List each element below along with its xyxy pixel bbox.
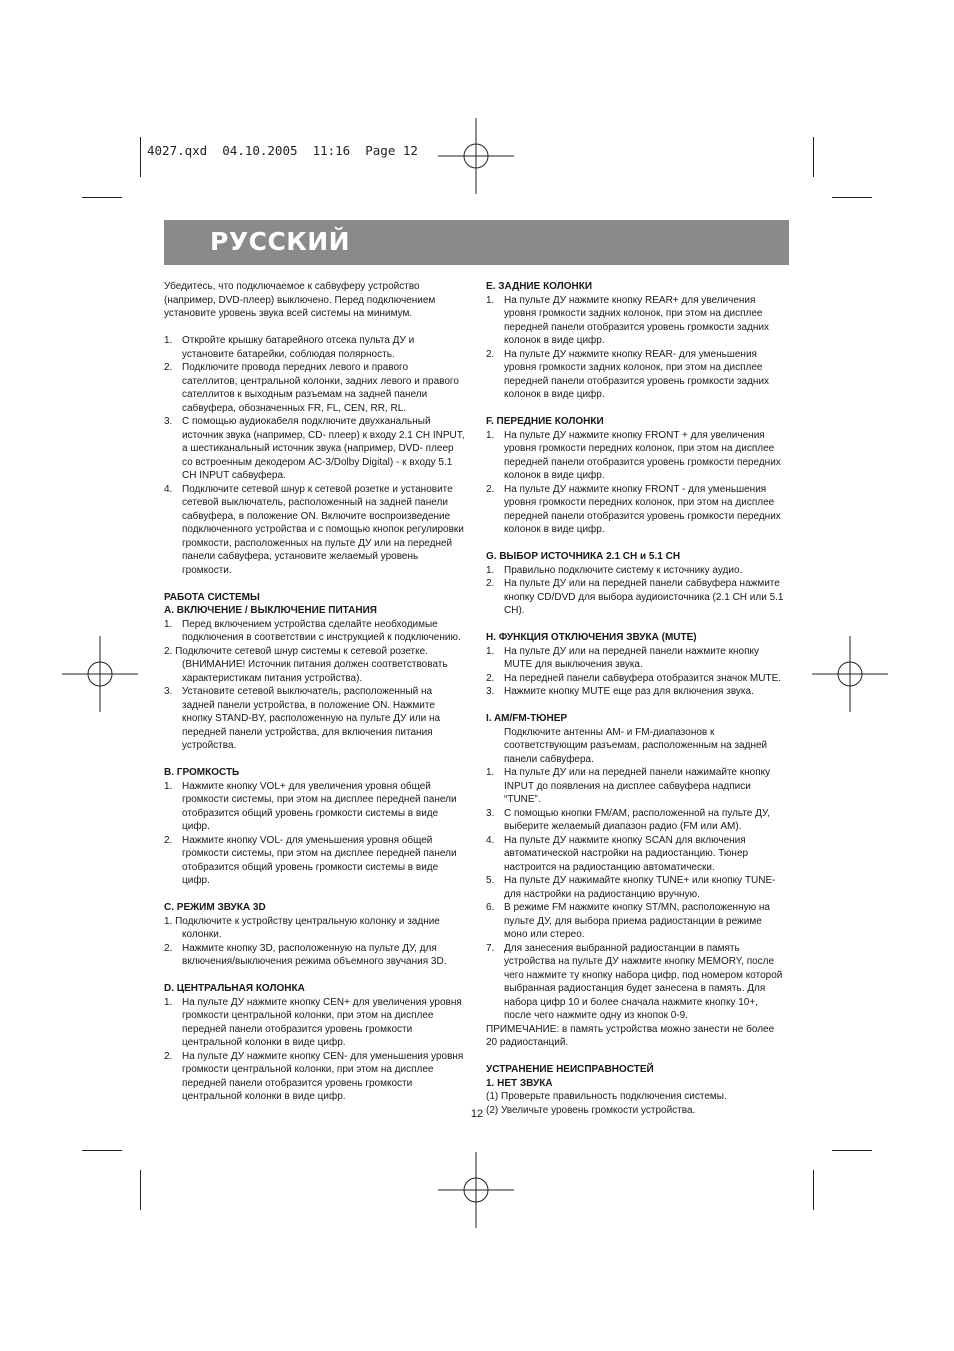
section-heading: УСТРАНЕНИЕ НЕИСПРАВНОСТЕЙ bbox=[486, 1064, 654, 1075]
list-item-number: 3. bbox=[486, 686, 495, 697]
list-item bbox=[164, 685, 466, 753]
list-item-text: На пульте ДУ нажмите кнопку REAR- для уменьшения уровня громкости задних колонок, при этом на дисплее передней панели отобразится уровень громкости задних колонок в виде цифр. bbox=[504, 348, 770, 400]
list-item-text: 2. Подключите сетевой шнур системы к сетевой розетке. bbox=[164, 645, 428, 657]
list-item bbox=[164, 334, 466, 361]
list-item-number: 1. bbox=[164, 335, 173, 346]
list-item-text: колонки. bbox=[182, 929, 222, 940]
list-item-text: На пульте ДУ нажмите кнопку FRONT + для увеличения уровня громкости передних колонок, при этом на дисплее передней панели отобразится уровень громкости передних колонок в виде цифр. bbox=[504, 429, 781, 481]
trouble-line: (1) Проверьте правильность подключения системы. bbox=[486, 1091, 727, 1102]
list-item-number: 1. bbox=[486, 767, 495, 778]
list-item bbox=[486, 834, 788, 875]
list-item bbox=[486, 348, 788, 402]
list-item-number: 1. bbox=[486, 294, 495, 306]
trouble-line: (2) Увеличьте уровень громкости устройства. bbox=[486, 1104, 696, 1116]
crop-mark bbox=[832, 197, 872, 198]
list-item-text: На пульте ДУ нажимайте кнопку TUNE+ или кнопку TUNE- для настройки на радиостанцию вручную. bbox=[504, 875, 776, 900]
list-item bbox=[486, 874, 788, 901]
list-item bbox=[164, 361, 466, 415]
list-item-text: На пульте ДУ или на передней панели нажмите кнопку MUTE для выключения звука. bbox=[504, 645, 759, 670]
list-item bbox=[164, 915, 466, 929]
list-item-number: 2. bbox=[164, 942, 173, 954]
list-item-text: На пульте ДУ нажмите кнопку REAR+ для увеличения уровня громкости задних колонок, при этом на дисплее передней панели отобразится уровень громкости задних колонок в виде цифр. bbox=[504, 294, 770, 346]
list-item bbox=[486, 942, 788, 1023]
list-item-number: 1. bbox=[164, 618, 173, 630]
list-item-number: 3. bbox=[164, 416, 173, 427]
section-list bbox=[164, 618, 466, 753]
list-item-number: 1. bbox=[164, 996, 173, 1008]
list-item-text: Откройте крышку батарейного отсека пульта ДУ и установите батарейки, соблюдая полярность. bbox=[182, 335, 415, 360]
list-item-number: 7. bbox=[486, 942, 495, 954]
list-item bbox=[164, 658, 466, 685]
list-item-text: Подключите антенны AM- и FM-диапазонов к соответствующим разъемам, расположенным на задней панели сабвуфера. bbox=[504, 726, 768, 765]
list-item bbox=[164, 834, 466, 888]
intro-paragraph: Убедитесь, что подключаемое к сабвуферу устройство (например, DVD-плеер) выключено. Перед подключением установите уровень звука всей системы на минимум. bbox=[164, 281, 436, 319]
list-item-text: Правильно подключите систему к источнику аудио. bbox=[504, 564, 743, 576]
list-item-text: С помощью аудиокабеля подключите двухканальный источник звука (например, CD- плеер) к входу 2.1 CH INPUT, а шестиканальный источник звука (например, DVD- плеер со встроенным декодером AC-3/Dolby Digital) - к входу 5.1 CH INPUT сабвуфера. bbox=[182, 416, 465, 481]
section-subheading: 1. НЕТ ЗВУКА bbox=[486, 1077, 553, 1089]
section-subheading: A. ВКЛЮЧЕНИЕ / ВЫКЛЮЧЕНИЕ ПИТАНИЯ bbox=[164, 605, 377, 616]
list-item-number: 2. bbox=[164, 834, 173, 846]
crop-mark bbox=[82, 197, 122, 198]
list-item bbox=[164, 483, 466, 578]
registration-mark bbox=[62, 636, 138, 712]
list-item-text: (ВНИМАНИЕ! Источник питания должен соответствовать характеристикам питания устройства). bbox=[182, 659, 448, 684]
list-item-text: Подключите сетевой шнур к сетевой розетке и установите сетевой выключатель, расположенный на задней панели сабвуфера, в положение ON. Включите воспроизведение подключенного устройства и с помощью кнопок регулировки громкости, расположенных на пульте ДУ или на передней панели сабвуфера, установите желаемый уровень громкости. bbox=[182, 483, 464, 576]
registration-mark bbox=[438, 1152, 514, 1228]
list-item-number: 3. bbox=[164, 686, 173, 697]
right-column bbox=[486, 280, 788, 1131]
tuner-note: ПРИМЕЧАНИЕ: в память устройства можно занести не более 20 радиостанций. bbox=[486, 1023, 775, 1048]
crop-mark bbox=[82, 1150, 122, 1151]
left-column bbox=[164, 280, 466, 1117]
section-rear-speakers bbox=[486, 280, 788, 402]
list-item-text: На пульте ДУ или на передней панели сабвуфера нажмите кнопку CD/DVD для выбора аудиоисточника (2.1 CH или 5.1 CH). bbox=[504, 578, 784, 616]
list-item-number: 1. bbox=[486, 564, 495, 576]
crop-mark bbox=[832, 1150, 872, 1151]
list-item-text: Нажмите кнопку VOL- для уменьшения уровня общей громкости системы, при этом на дисплее передней панели отобразится общий уровень громкости системы в виде цифр. bbox=[182, 834, 457, 886]
list-item-text: В режиме FM нажмите кнопку ST/MN, расположенную на пульте ДУ, для выбора приема радиостанции в режиме моно или стерео. bbox=[504, 902, 770, 940]
section-list bbox=[164, 780, 466, 888]
list-item bbox=[164, 780, 466, 834]
list-item bbox=[486, 294, 788, 348]
print-slug: 4027.qxd 04.10.2005 11:16 Page 12 bbox=[147, 143, 418, 158]
list-item-text: На пульте ДУ нажмите кнопку CEN+ для увеличения уровня громкости центральной колонки, при этом на дисплее передней панели отобразится уровень громкости центральной колонки в виде цифр. bbox=[182, 996, 462, 1048]
list-item-number: 1. bbox=[486, 429, 495, 441]
list-item bbox=[486, 685, 788, 699]
connection-steps bbox=[164, 334, 466, 577]
list-item-number bbox=[486, 726, 504, 767]
page-number: 12 bbox=[470, 1108, 484, 1120]
section-3d-mode bbox=[164, 901, 466, 969]
list-item-text: На пульте ДУ нажмите кнопку SCAN для включения автоматической настройки на радиостанцию. Тюнер настроится на радиостанцию автоматически. bbox=[504, 834, 749, 873]
list-item-text: На передней панели сабвуфера отобразится значок MUTE. bbox=[504, 672, 782, 684]
section-heading: H. ФУНКЦИЯ ОТКЛЮЧЕНИЯ ЗВУКА (MUTE) bbox=[486, 632, 697, 643]
registration-mark bbox=[438, 118, 514, 194]
section-heading: РАБОТА СИСТЕМЫ bbox=[164, 591, 260, 603]
list-item bbox=[486, 577, 788, 618]
list-item bbox=[486, 483, 788, 537]
list-item-text: Нажмите кнопку MUTE еще раз для включения звука. bbox=[504, 686, 754, 697]
section-heading: E. ЗАДНИЕ КОЛОНКИ bbox=[486, 281, 593, 292]
list-item-text: Для занесения выбранной радиостанции в память устройства на пульте ДУ нажмите кнопку MEMORY, после чего нажмите ту кнопку набора цифр, под номером которой выбранная радиостанция будет занесена в память. Для набора цифр 10 и более сначала нажмите кнопку 10+, после чего нажмите одну из кнопок 0-9. bbox=[504, 942, 783, 1021]
crop-mark bbox=[813, 137, 814, 177]
section-list bbox=[486, 645, 788, 699]
list-item bbox=[164, 645, 466, 659]
registration-mark bbox=[812, 636, 888, 712]
list-item-number: 4. bbox=[486, 834, 495, 846]
section-list bbox=[164, 915, 466, 969]
list-item bbox=[164, 415, 466, 483]
section-list bbox=[164, 996, 466, 1104]
list-item bbox=[164, 1050, 466, 1104]
list-item bbox=[164, 996, 466, 1050]
list-item-number: 2. bbox=[486, 348, 495, 360]
list-item-number: 4. bbox=[164, 483, 173, 495]
list-item bbox=[164, 942, 466, 969]
list-item bbox=[164, 928, 466, 942]
list-item-number: 3. bbox=[486, 807, 495, 819]
crop-mark bbox=[140, 1170, 141, 1210]
section-mute bbox=[486, 631, 788, 699]
section-list bbox=[486, 726, 788, 1023]
section-list bbox=[486, 294, 788, 402]
list-item-number: 2. bbox=[164, 362, 173, 373]
section-source-select bbox=[486, 550, 788, 618]
list-item bbox=[486, 766, 788, 807]
list-item-text: Нажмите кнопку 3D, расположенную на пульте ДУ, для включения/выключения режима объемного звучания 3D. bbox=[182, 942, 447, 967]
section-front-speakers bbox=[486, 415, 788, 537]
list-item bbox=[486, 645, 788, 672]
list-item bbox=[486, 672, 788, 686]
section-operation bbox=[164, 591, 466, 753]
list-item-number bbox=[164, 928, 182, 942]
list-item-text: Установите сетевой выключатель, расположенный на задней панели устройства, в положение ON. Нажмите кнопку STAND-BY, расположенную на пульте ДУ или на передней панели устройства, для включения питания устройства. bbox=[182, 686, 441, 751]
page-title: РУССКИЙ bbox=[210, 227, 351, 256]
list-item-text: На пульте ДУ нажмите кнопку CEN- для уменьшения уровня громкости центральной колонки, при этом на дисплее передней панели отобразится уровень громкости центральной колонки в виде цифр. bbox=[182, 1050, 464, 1102]
section-volume bbox=[164, 766, 466, 888]
list-item-number: 6. bbox=[486, 902, 495, 913]
section-tuner bbox=[486, 712, 788, 1050]
section-heading: B. ГРОМКОСТЬ bbox=[164, 767, 240, 778]
list-item-number: 2. bbox=[486, 578, 495, 589]
list-item-text: На пульте ДУ нажмите кнопку FRONT - для уменьшения уровня громкости передних колонок, при этом на дисплее передней панели отобразится уровень громкости передних колонок в виде цифр. bbox=[504, 483, 781, 535]
list-item-number: 1. bbox=[164, 780, 173, 792]
section-heading: D. ЦЕНТРАЛЬНАЯ КОЛОНКА bbox=[164, 983, 305, 994]
list-item-text: С помощью кнопки FM/AM, расположенной на пульте ДУ, выберите желаемый диапазон радио (FM или AM). bbox=[504, 807, 770, 832]
list-item-number: 2. bbox=[164, 1050, 173, 1062]
section-heading: G. ВЫБОР ИСТОЧНИКА 2.1 CH и 5.1 CH bbox=[486, 551, 681, 562]
title-banner bbox=[164, 220, 789, 265]
list-item-text: Нажмите кнопку VOL+ для увеличения уровня общей громкости системы, при этом на дисплее передней панели отобразится общий уровень громкости системы в виде цифр. bbox=[182, 780, 457, 832]
list-item-text: Перед включением устройства сделайте необходимые подключения в соответствии с инструкцией к подключению. bbox=[182, 618, 461, 643]
list-item-text: На пульте ДУ или на передней панели нажимайте кнопку INPUT до появления на дисплее сабвуфера надписи “TUNE”. bbox=[504, 767, 771, 805]
section-list bbox=[486, 564, 788, 618]
list-item bbox=[486, 726, 788, 767]
section-list bbox=[486, 429, 788, 537]
list-item-number: 1. bbox=[486, 645, 495, 657]
list-item bbox=[486, 429, 788, 483]
list-item bbox=[164, 618, 466, 645]
list-item-number: 2. bbox=[486, 483, 495, 495]
section-heading: I. AM/FM-ТЮНЕР bbox=[486, 713, 568, 724]
section-center-speaker bbox=[164, 982, 466, 1104]
list-item-text: Подключите провода передних левого и правого сателлитов, центральной колонки, задних левого и правого сателлитов к выходным разъемам на задней панели сабвуфера, обозначенных FR, FL, CEN, RR, RL. bbox=[182, 362, 459, 414]
list-item-number bbox=[164, 658, 182, 685]
list-item bbox=[486, 901, 788, 942]
list-item bbox=[486, 564, 788, 578]
section-heading: F. ПЕРЕДНИЕ КОЛОНКИ bbox=[486, 416, 604, 427]
list-item-text: 1. Подключите к устройству центральную колонку и задние bbox=[164, 915, 440, 927]
crop-mark bbox=[140, 137, 141, 177]
list-item-number: 2. bbox=[486, 672, 495, 684]
list-item-number: 5. bbox=[486, 875, 495, 886]
section-heading: C. РЕЖИМ ЗВУКА 3D bbox=[164, 902, 266, 913]
crop-mark bbox=[813, 1170, 814, 1210]
list-item bbox=[486, 807, 788, 834]
